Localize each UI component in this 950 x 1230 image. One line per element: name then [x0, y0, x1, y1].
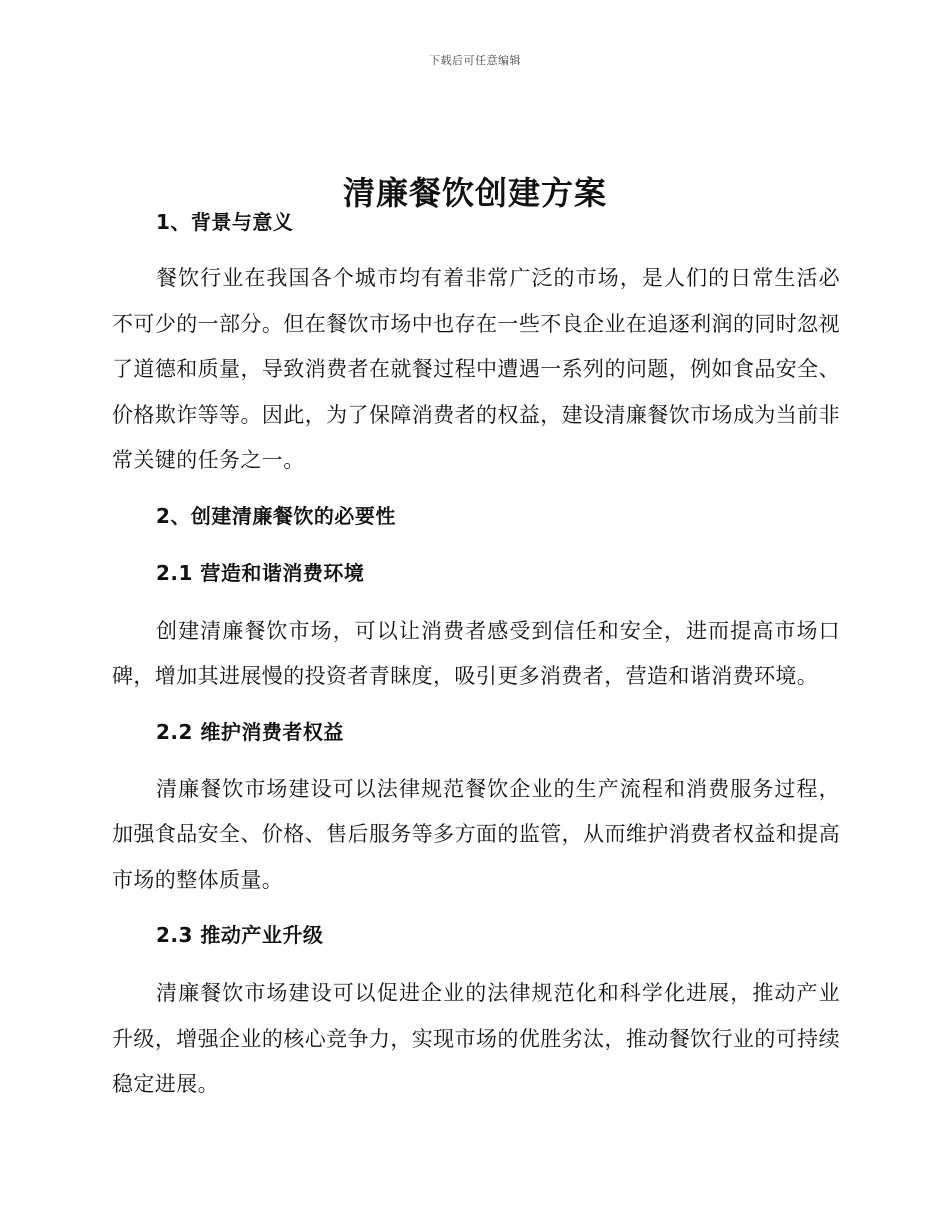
paragraph-harmonious-environment: 创建清廉餐饮市场，可以让消费者感受到信任和安全，进而提高市场口碑，增加其进展慢的投资者青睐度，吸引更多消费者，营造和谐消费环境。	[112, 618, 840, 688]
paragraph-industry-upgrade: 清廉餐饮市场建设可以促进企业的法律规范化和科学化进展，推动产业升级，增强企业的核心竞争力，实现市场的优胜劣汰，推动餐饮行业的可持续稳定进展。	[112, 981, 840, 1096]
header-note: 下载后可任意编辑	[429, 54, 521, 67]
subsection-heading-industry-upgrade: 2.3 推动产业升级	[156, 923, 324, 947]
subsection-heading-harmonious-environment: 2.1 营造和谐消费环境	[156, 560, 365, 585]
document-body	[112, 202, 840, 1108]
page-title: 清廉餐饮创建方案	[342, 174, 607, 213]
paragraph-background: 餐饮行业在我国各个城市均有着非常广泛的市场，是人们的日常生活必不可少的一部分。但在餐饮市场中也存在一些不良企业在追逐利润的同时忽视了道德和质量，导致消费者在就餐过程中遭遇一系列的问题，例如食品安全、价格欺诈等等。因此，为了保障消费者的权益，建设清廉餐饮市场成为当前非常关键的任务之一。	[112, 266, 840, 472]
subsection-heading-consumer-rights: 2.2 维护消费者权益	[156, 719, 344, 744]
section-heading-background: 1、背景与意义	[156, 210, 294, 234]
section-heading-necessity: 2、创建清廉餐饮的必要性	[156, 503, 396, 528]
paragraph-consumer-rights: 清廉餐饮市场建设可以法律规范餐饮企业的生产流程和消费服务过程，加强食品安全、价格、售后服务等多方面的监管，从而维护消费者权益和提高市场的整体质量。	[112, 776, 840, 892]
